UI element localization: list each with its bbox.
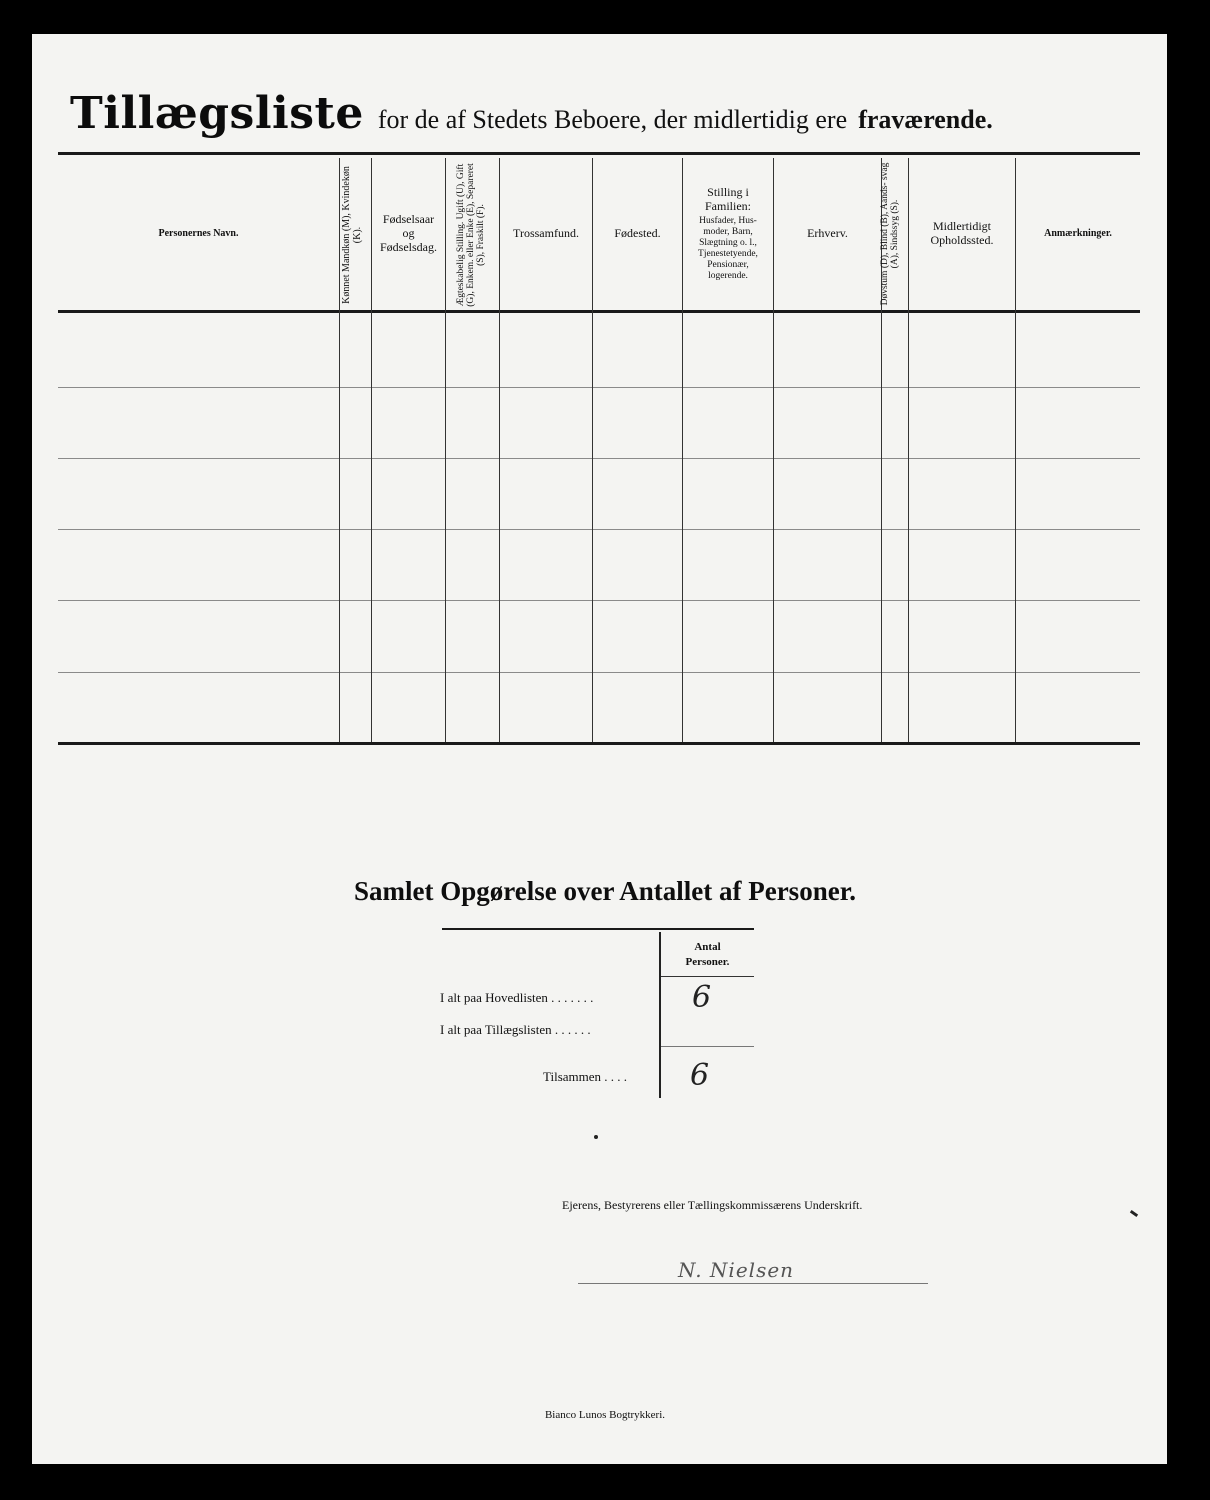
signature-caption: Ejerens, Bestyrerens eller Tællingskommissærens Underskrift. <box>562 1198 863 1212</box>
table-row-divider <box>58 387 1140 388</box>
header-birth-line3: Fødselsdag. <box>380 240 437 254</box>
summary-col-header-line2: Personer. <box>685 956 730 968</box>
table-bottom-rule <box>58 742 1140 745</box>
table-row-divider <box>58 458 1140 459</box>
summary-value-total: 6 <box>690 1058 710 1093</box>
table-row-divider <box>58 529 1140 530</box>
header-family-line3: Husfader, Hus- <box>699 215 757 226</box>
header-sex: Kønnet Mandkøn (M), Kvindekøn (K). <box>341 166 363 304</box>
header-family-position <box>683 156 773 310</box>
table-top-rule <box>58 152 1140 155</box>
header-family-line2: Familien: <box>705 198 751 213</box>
header-family-line5: Slægtning o. l., <box>699 237 757 248</box>
summary-header-rule <box>661 976 754 977</box>
summary-row-main-list: I alt paa Hovedlisten . . . . . . . <box>440 990 594 1005</box>
header-birth-line1: Fødselsaar <box>382 212 435 226</box>
summary-title: Samlet Opgørelse over Antallet af Personer. <box>354 876 856 906</box>
header-occupation: Erhverv. <box>807 226 848 240</box>
summary-row-supplement-list: I alt paa Tillægslisten . . . . . . <box>440 1022 591 1037</box>
title-middle: for de af Stedets Beboere, der midlertidig ere <box>377 105 848 134</box>
form-title <box>70 88 993 139</box>
printer-imprint: Bianco Lunos Bogtrykkeri. <box>544 1409 666 1421</box>
header-disability: Døvstum (D), Blind (B), Aands- svag (A), Sindssyg (S). <box>880 162 900 306</box>
signature-handwritten: N. Nielsen <box>678 1258 795 1282</box>
summary-top-rule <box>442 928 754 930</box>
header-birth <box>372 156 445 310</box>
table-row-divider <box>58 672 1140 673</box>
summary-row-total: Tilsammen . . . . <box>543 1069 628 1084</box>
header-marital: Ægteskabelig Stilling. Ugift (U), Gift (G), Enkem. eller Enke (E), Separeret (S), Fraskilt (F). <box>456 163 486 307</box>
summary-value-main-list: 6 <box>692 980 712 1015</box>
header-family-line4: moder, Barn, <box>703 226 753 237</box>
header-family-line8: logerende. <box>708 270 748 281</box>
summary-total-rule <box>661 1046 754 1047</box>
title-main: Tillægsliste <box>70 88 364 139</box>
header-birthplace: Fødested. <box>614 226 661 240</box>
summary-col-header <box>661 936 754 974</box>
header-birth-line2: og <box>402 226 415 240</box>
title-bold-end: fraværende. <box>858 105 993 134</box>
header-religion: Trossamfund. <box>513 226 579 240</box>
header-residence-line1: Midlertidigt <box>933 219 991 233</box>
signature-line <box>578 1283 928 1284</box>
header-residence <box>909 156 1015 310</box>
header-residence-line2: Opholdssted. <box>930 233 994 247</box>
header-family-line6: Tjenestetyende, <box>698 248 758 259</box>
table-header-rule <box>58 310 1140 313</box>
table-column-divider <box>445 158 446 742</box>
header-name: Personernes Navn. <box>158 227 239 239</box>
header-family-line7: Pensionær, <box>707 259 749 270</box>
table-column-divider <box>339 158 340 742</box>
header-family-line1: Stilling i <box>707 184 749 199</box>
table-row-divider <box>58 600 1140 601</box>
ink-dot <box>594 1135 598 1139</box>
header-remarks: Anmærkninger. <box>1044 227 1112 239</box>
summary-col-header-line1: Antal <box>694 941 721 953</box>
